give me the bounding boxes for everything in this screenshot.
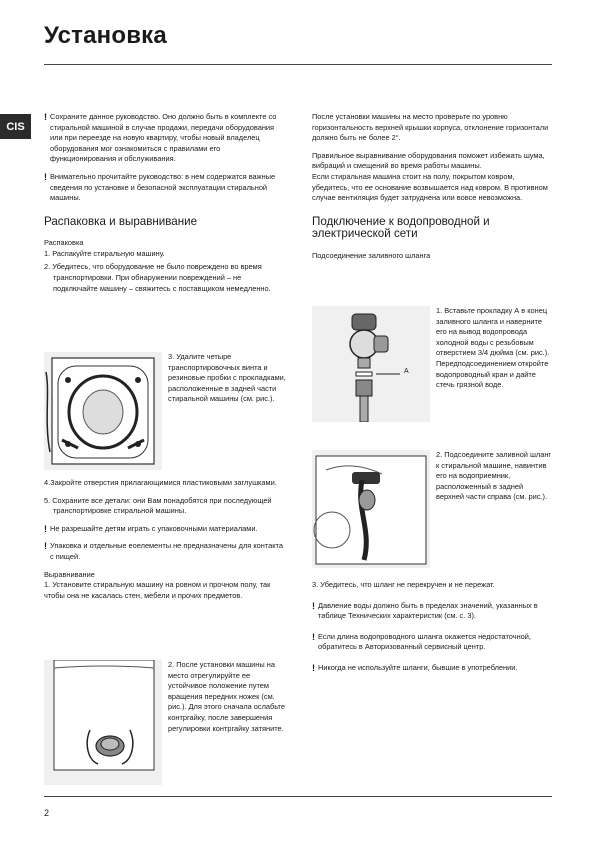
warning-icon: ! [44, 541, 47, 552]
tap-illustration [312, 306, 430, 422]
subheading-unpacking: Распаковка [44, 238, 84, 248]
left-column [44, 112, 284, 301]
warning-used-hoses: ! Никогда не используйте шланги, бывшие в употреблении. [312, 662, 518, 673]
heading-connection: Подключение к водопроводной и электрической сети [312, 214, 490, 241]
left-column-lower [44, 478, 284, 608]
right-column [312, 112, 552, 261]
hose-machine-illustration [312, 450, 430, 568]
step-4: 4.Закройте отверстия прилагающимися пластиковыми заглушками. [44, 478, 277, 487]
level-step-2: 2. После установки машины на место отрегулируйте ее устойчивое положение путем вращения передних ножек (см. рис.). Для этого сначала ослабьте контргайку, после завершения регулировки контргайку затяните. [168, 660, 285, 733]
page-number: 2 [44, 808, 50, 818]
warning-icon: ! [44, 523, 47, 534]
heading-unpacking: Распаковка и выравнивание [44, 214, 198, 228]
figure-machine-foot [44, 660, 162, 785]
warning-icon: ! [312, 600, 315, 611]
connect-step-1: 1. Вставьте прокладку А в конец заливного шланга и наверните его на вывод водопровода холодной воды с резьбовым отверстием 3/4 дюйма (см. рис.). Передподсоединением откройте водопроводный кран и дайте стечь грязной воде. [436, 306, 550, 390]
right-column-lower [312, 580, 552, 681]
step-3: 3. Удалите четыре транспортировочных винта и резиновые пробки с прокладками, расположенные в задней части стиральной машины (см. рис.). [168, 352, 286, 404]
warning-icon: ! [44, 112, 47, 122]
connect-step-2: 2. Подсоедините заливной шланг к стиральной машине, навинтив его на водоприемник, расположенный в задней верхней части справа (см. рис.). [436, 450, 552, 502]
warning-children: ! Не разрешайте детям играть с упаковочными материалами. [44, 523, 258, 534]
subheading-leveling: Выравнивание [44, 569, 95, 579]
warning-water-pressure: ! Давление воды должно быть в пределах значений, указанных в таблице Технических характеристик (см. с. 3). [312, 600, 538, 621]
foot-illustration [44, 660, 162, 785]
warning-icon: ! [44, 171, 47, 182]
level-step-1: 1. Установите стиральную машину на ровном и прочном полу, так чтобы она не касалась стен, мебели и прочих предметов. [44, 580, 271, 600]
warning-food-contact: ! Упаковка и отдельные еоелементы не предназначены для контакта с пищей. [44, 541, 283, 561]
bottom-divider [44, 796, 552, 797]
leveling-check-text: После установки машины на место проверьте по уровню горизонтальность верхней крышки корпуса, отклонение горизонтали должно быть не более 2°. [312, 112, 549, 143]
page-title: Установка [44, 22, 167, 49]
warning-icon: ! [312, 631, 315, 642]
warning-read-manual: ! Внимательно прочитайте руководство: в нем содержатся важные сведения по установке и безопасной эксплуатации стиральной машины. [44, 171, 276, 203]
warning-icon: ! [312, 662, 315, 673]
figure-machine-back [44, 352, 162, 470]
leveling-benefit-text: Правильное выравнивание оборудования поможет избежать шума, вибраций и смещений во время работы машины. [312, 150, 545, 171]
warning-keep-manual: ! Сохраните данное руководство. Оно должно быть в комплекте со стиральной машиной в случае продажи, передачи оборудования или при переезде на новую квартиру, чтобы новый владелец оборудования мог ознакомиться с правилами его функционирования и обслуживания. [44, 112, 277, 164]
figure-tap-hose [312, 306, 430, 422]
language-tab: CIS [0, 114, 31, 139]
step-5: 5. Сохраните все детали: они Вам понадобятся при последующей транспортировке стиральной машины. [44, 495, 272, 516]
step-1: 1. Распакуйте стиральную машину. [44, 248, 165, 258]
figure-hose-machine [312, 450, 430, 568]
carpet-text: Если стиральная машина стоит на полу, покрытом ковром, убедитесь, что ее основание возвышается над ковром. В противном случае вентиляция будет затруднена или вовсе невозможна. [312, 171, 548, 203]
machine-back-illustration [44, 352, 162, 470]
subheading-inlet-hose: Подсоединение заливного шланга [312, 250, 431, 260]
top-divider [44, 64, 552, 65]
step-2: 2. Убедитесь, что оборудование не было повреждено во время транспортировки. При обнаружении повреждений – не подключайте машину – свяжитесь с поставщиком немедленно. [44, 262, 271, 293]
connect-step-3: 3. Убедитесь, что шланг не перекручен и не пережат. [312, 580, 495, 589]
part-a-label: A [404, 368, 409, 375]
warning-hose-length: ! Если длина водопроводного шланга окажется недостаточной, обратитесь в Авторизованный сервисный центр. [312, 631, 531, 652]
